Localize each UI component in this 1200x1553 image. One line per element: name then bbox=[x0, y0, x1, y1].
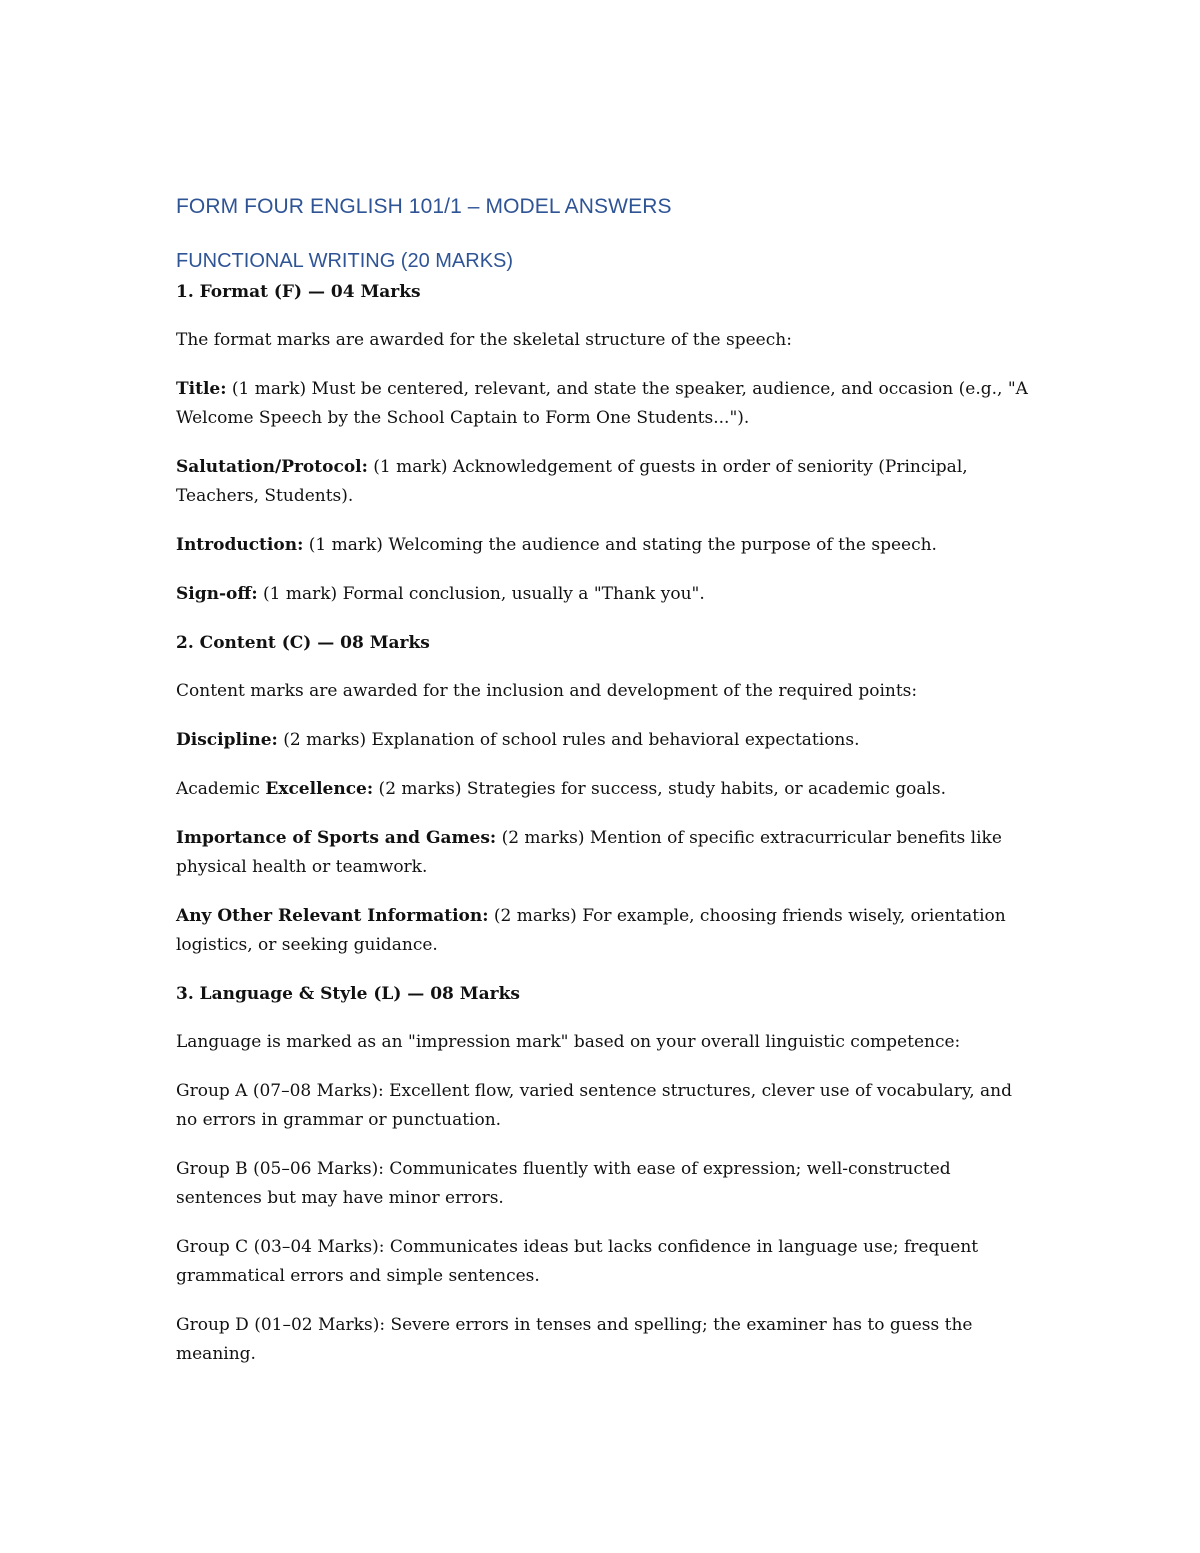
format-item-text: (1 mark) Acknowledgement of guests in order of seniority (Principal, Teachers, Students). bbox=[176, 457, 968, 506]
format-item-sign-off bbox=[176, 580, 1036, 609]
format-item-text: (1 mark) Must be centered, relevant, and state the speaker, audience, and occasion (e.g., "A Welcome Speech by the School Captain to Form One Students..."). bbox=[176, 379, 1028, 428]
format-item-text: (1 mark) Welcoming the audience and stating the purpose of the speech. bbox=[303, 535, 937, 555]
document-body bbox=[176, 190, 1036, 1369]
content-item-label: Importance of Sports and Games: bbox=[176, 828, 497, 848]
format-item-text: (1 mark) Formal conclusion, usually a "Thank you". bbox=[257, 584, 705, 604]
content-heading: 2. Content (C) — 08 Marks bbox=[176, 633, 430, 653]
content-item-text: (2 marks) Mention of specific extracurricular benefits like physical health or teamwork. bbox=[176, 828, 1002, 877]
content-item-discipline bbox=[176, 726, 1036, 755]
format-item-label: Sign-off: bbox=[176, 584, 258, 604]
language-group-b: Group B (05–06 Marks): Communicates fluently with ease of expression; well-constructed sentences but may have minor errors. bbox=[176, 1159, 951, 1208]
format-item-salutation bbox=[176, 453, 1036, 511]
format-item-label: Introduction: bbox=[176, 535, 304, 555]
language-intro: Language is marked as an "impression mark" based on your overall linguistic competence: bbox=[176, 1032, 961, 1052]
content-item-text: (2 marks) Strategies for success, study habits, or academic goals. bbox=[373, 779, 947, 799]
language-group-d: Group D (01–02 Marks): Severe errors in tenses and spelling; the examiner has to guess the meaning. bbox=[176, 1315, 973, 1364]
format-item-label: Salutation/Protocol: bbox=[176, 457, 368, 477]
content-item-sports-and-games bbox=[176, 824, 1036, 882]
language-heading: 3. Language & Style (L) — 08 Marks bbox=[176, 984, 520, 1004]
format-item-label: Title: bbox=[176, 379, 227, 399]
content-item-academic-excellence bbox=[176, 775, 1036, 804]
content-intro: Content marks are awarded for the inclusion and development of the required points: bbox=[176, 681, 918, 701]
format-item-title bbox=[176, 375, 1036, 433]
content-item-prefix: Academic bbox=[176, 779, 266, 799]
language-group-a: Group A (07–08 Marks): Excellent flow, varied sentence structures, clever use of vocabulary, and no errors in grammar or punctuation. bbox=[176, 1081, 1013, 1130]
content-item-other-information bbox=[176, 902, 1036, 960]
content-item-text: (2 marks) Explanation of school rules and behavioral expectations. bbox=[277, 730, 860, 750]
content-item-text: (2 marks) For example, choosing friends wisely, orientation logistics, or seeking guidance. bbox=[176, 906, 1006, 955]
content-item-label: Any Other Relevant Information: bbox=[176, 906, 489, 926]
content-item-label: Discipline: bbox=[176, 730, 278, 750]
format-heading: 1. Format (F) — 04 Marks bbox=[176, 282, 421, 302]
section-heading-functional-writing: FUNCTIONAL WRITING (20 MARKS) bbox=[176, 250, 514, 272]
format-item-introduction bbox=[176, 531, 1036, 560]
content-item-label: Excellence: bbox=[265, 779, 374, 799]
document-title: FORM FOUR ENGLISH 101/1 – MODEL ANSWERS bbox=[176, 195, 672, 218]
format-intro: The format marks are awarded for the skeletal structure of the speech: bbox=[176, 330, 792, 350]
language-group-c: Group C (03–04 Marks): Communicates ideas but lacks confidence in language use; frequent grammatical errors and simple sentences. bbox=[176, 1237, 979, 1286]
